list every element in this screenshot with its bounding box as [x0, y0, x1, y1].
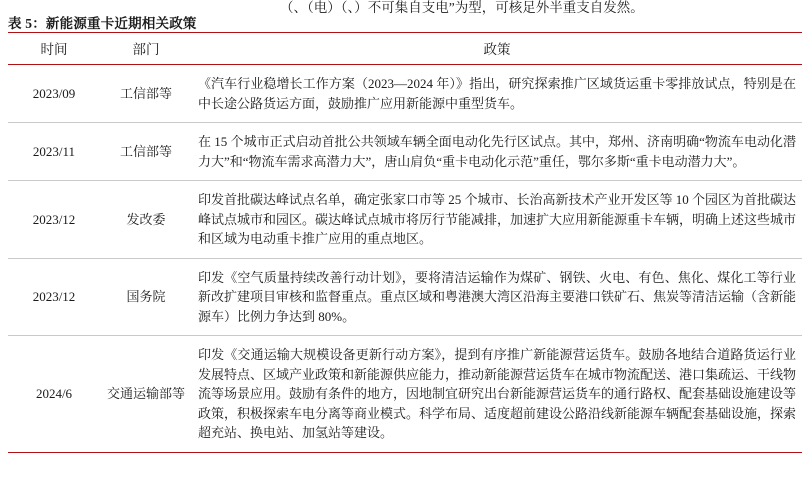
cell-policy: 印发《空气质量持续改善行动计划》，要将清洁运输作为煤矿、钢铁、火电、有色、焦化、煤化工等行业新改扩建项目审核和监督重点。重点区域和粤港澳大湾区沿海主要港口铁矿石、焦炭等清洁运输（含新能源车）比例力争达到 80%。	[192, 258, 802, 336]
table-header	[8, 33, 802, 65]
table-row	[8, 65, 802, 123]
table-row	[8, 258, 802, 336]
table-row	[8, 181, 802, 259]
table-caption: 表 5：新能源重卡近期相关政策	[8, 16, 197, 31]
table-row	[8, 123, 802, 181]
column-header-department: 部门	[100, 33, 192, 65]
cell-policy: 印发《交通运输大规模设备更新行动方案》，提到有序推广新能源营运货车。鼓励各地结合道路货运行业发展特点、区域产业政策和新能源供应能力，推动新能源营运货车在城市物流配送、港口集疏运、干线物流等场景应用。鼓励有条件的地方，因地制宜研究出台新能源营运货车的通行路权、配套基础设施建设等政策，积极探索车电分离等商业模式。科学布局、适度超前建设公路沿线新能源车辆配套基础设施，探索超充站、换电站、加氢站等建设。	[192, 336, 802, 453]
column-header-policy: 政策	[192, 33, 802, 65]
page-top-text-fragment: （、（电）（、）不可集自支电”为型，可核足外半重支自发然。	[280, 0, 644, 15]
table-body	[8, 65, 802, 453]
cell-department: 工信部等	[100, 65, 192, 123]
cell-department: 发改委	[100, 181, 192, 259]
cell-department: 国务院	[100, 258, 192, 336]
cell-department: 工信部等	[100, 123, 192, 181]
cell-policy: 印发首批碳达峰试点名单，确定张家口市等 25 个城市、长治高新技术产业开发区等 10 个园区为首批碳达峰试点城市和园区。碳达峰试点城市将厉行节能减排，加速扩大应用新能源重卡车辆，明确上述这些城市和区域为电动重卡推广应用的重点地区。	[192, 181, 802, 259]
cell-department: 交通运输部等	[100, 336, 192, 453]
cell-time: 2023/11	[8, 123, 100, 181]
cell-time: 2023/12	[8, 181, 100, 259]
cell-time: 2023/09	[8, 65, 100, 123]
column-header-time: 时间	[8, 33, 100, 65]
table-header-row	[8, 33, 802, 65]
cell-time: 2024/6	[8, 336, 100, 453]
cell-policy: 《汽车行业稳增长工作方案（2023—2024 年）》指出，研究探索推广区域货运重卡零排放试点，特别是在中长途公路货运方面，鼓励推广应用新能源中重型货车。	[192, 65, 802, 123]
table-row	[8, 336, 802, 453]
policy-table	[8, 32, 802, 453]
cell-policy: 在 15 个城市正式启动首批公共领域车辆全面电动化先行区试点。其中，郑州、济南明确“物流车电动化潜力大”和“物流车需求高潜力大”，唐山肩负“重卡电动化示范”重任，鄂尔多斯“重卡电动潜力大”。	[192, 123, 802, 181]
cell-time: 2023/12	[8, 258, 100, 336]
